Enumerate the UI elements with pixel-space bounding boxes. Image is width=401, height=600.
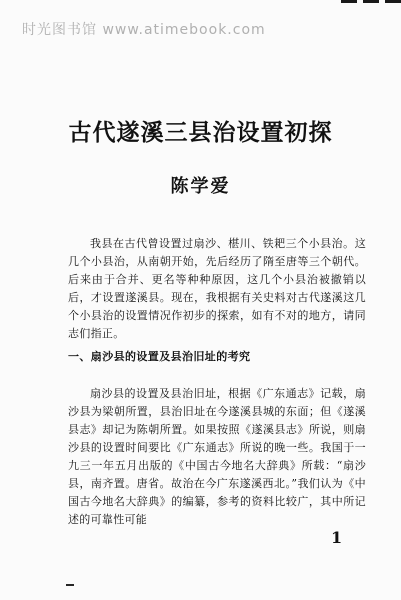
scan-edge-marks: [255, 0, 401, 10]
scan-bottom-mark: [66, 584, 74, 586]
page-number: 1: [331, 528, 343, 547]
body-paragraph: 扇沙县的设置及县治旧址，根据《广东通志》记载，扇沙县为梁朝所置，县治旧址在今遂溪县城的东面；但《遂溪县志》却记为陈朝所置。如果按照《遂溪县志》所说，则扇沙县的设置时间要比《广东通志》所说的晚一些。我国于一九三一年五月出版的《中国古今地名大辞典》所载：“扇沙县，南齐置。唐省。故治在今广东遂溪西北。”我们认为《中国古今地名大辞典》的编纂，参考的资料比较广，其中所记述的可靠性可能: [68, 387, 366, 526]
scan-edge-mark: [363, 0, 379, 3]
document-author: 陈学爱: [170, 176, 231, 197]
watermark-text: 时光图书馆 www.atimebook.com: [22, 22, 266, 38]
scan-edge-mark: [341, 0, 357, 3]
document-title: 古代遂溪三县治设置初探: [68, 119, 333, 146]
scan-edge-mark: [385, 0, 401, 3]
section-heading: 一、扇沙县的设置及县治旧址的考究: [68, 350, 251, 363]
intro-paragraph: 我县在古代曾设置过扇沙、椹川、铁耙三个小县治。这几个小县治，从南朝开始，先后经历了隋至唐等三个朝代。后来由于合并、更名等种种原因，这几个小县治被撤销以后，才设置遂溪县。现在，我根据有关史料对古代遂溪这几个小县治的设置情况作初步的探索，如有不对的地方，请同志们指正。: [68, 237, 366, 340]
